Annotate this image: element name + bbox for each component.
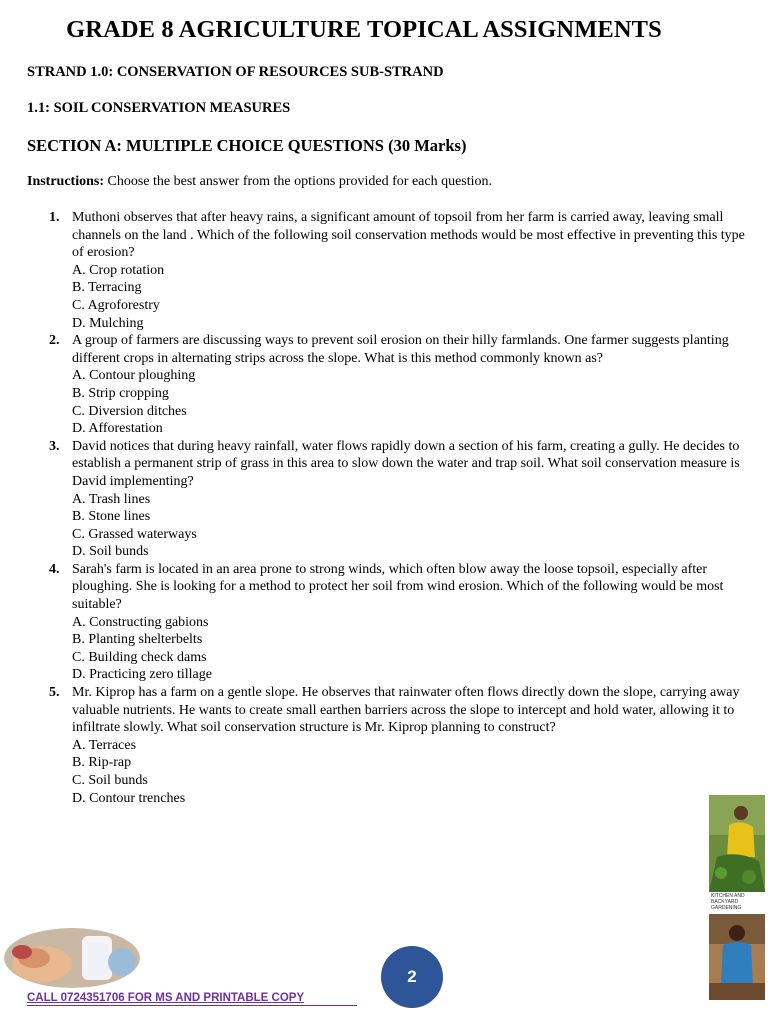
- question-1: [0, 209, 745, 332]
- question-2: [0, 332, 745, 438]
- option-a: A. Contour ploughing: [72, 368, 196, 384]
- question-text: Sarah's farm is located in an area prone to strong winds, which often blow away the loose topsoil, especially after ploughing. She is looking for a method to protect her soil from wind erosion. Which of the following would be most suitable?: [72, 561, 724, 613]
- option-d: D. Afforestation: [72, 421, 163, 437]
- question-4: [0, 561, 745, 684]
- question-text: A group of farmers are discussing ways to prevent soil erosion on their hilly farmlands. One farmer suggests planting different crops in alternating strips across the slope. What is this method commonly known as?: [72, 333, 729, 366]
- question-3: [0, 438, 745, 561]
- food-photo: [4, 928, 140, 988]
- question-text: David notices that during heavy rainfall, water flows rapidly down a section of his farm, creating a gully. He decides to establish a permanent strip of grass in this area to slow down the water and trap soil. What soil conservation measure is David implementing?: [72, 438, 740, 489]
- option-d: D. Contour trenches: [72, 790, 186, 806]
- option-a: A. Trash lines: [72, 491, 151, 507]
- instructions: [27, 174, 492, 190]
- option-d: D. Mulching: [72, 315, 144, 331]
- question-number: 2.: [49, 333, 60, 349]
- option-c: C. Grassed waterways: [72, 526, 197, 542]
- option-a: A. Terraces: [72, 737, 137, 753]
- option-c: C. Soil bunds: [72, 773, 148, 788]
- instructions-label: Instructions:: [27, 174, 105, 189]
- option-d: D. Soil bunds: [72, 544, 149, 560]
- strand-heading: STRAND 1.0: CONSERVATION OF RESOURCES SUB-STRAND: [27, 64, 444, 80]
- option-c: C. Agroforestry: [72, 297, 160, 313]
- option-b: B. Terracing: [72, 280, 142, 296]
- question-5: [0, 684, 745, 807]
- option-b: B. Rip-rap: [72, 755, 132, 771]
- option-a: A. Crop rotation: [72, 262, 165, 278]
- side-photo-caption: KITCHEN AND BACKYARD GARDENING: [709, 892, 765, 914]
- document-title: GRADE 8 AGRICULTURE TOPICAL ASSIGNMENTS: [66, 16, 662, 43]
- question-text: Muthoni observes that after heavy rains, a significant amount of topsoil from her farm is carried away, leaving small channels on the land . Which of the following soil conservation methods would be most effective in preventing this type of erosion?: [72, 210, 745, 261]
- question-list: [0, 209, 745, 807]
- instructions-text: Choose the best answer from the options provided for each question.: [104, 174, 493, 189]
- question-number: 1.: [49, 210, 60, 225]
- option-d: D. Practicing zero tillage: [72, 667, 212, 683]
- option-b: B. Stone lines: [72, 509, 151, 525]
- question-number: 4.: [49, 561, 60, 577]
- substrand-heading: 1.1: SOIL CONSERVATION MEASURES: [27, 100, 291, 116]
- option-c: C. Building check dams: [72, 649, 207, 665]
- question-number: 3.: [49, 438, 60, 454]
- page-number-badge: 2: [381, 946, 443, 1008]
- question-text: Mr. Kiprop has a farm on a gentle slope. He observes that rainwater often flows directly down the slope, carrying away valuable nutrients. He wants to create small earthen barriers across the slope to intercept and hold water, allowing it to infiltrate slowly. What soil conservation structure is Mr. Kiprop planning to construct?: [72, 685, 740, 736]
- option-b: B. Planting shelterbelts: [72, 632, 203, 648]
- gardening-photo: [709, 795, 765, 1000]
- footer-call-link[interactable]: CALL 0724351706 FOR MS AND PRINTABLE COPY: [27, 992, 357, 1006]
- question-number: 5.: [49, 685, 60, 701]
- food-photo-icon: [4, 928, 140, 988]
- option-a: A. Constructing gabions: [72, 614, 209, 630]
- section-heading: SECTION A: MULTIPLE CHOICE QUESTIONS (30 Marks): [27, 136, 467, 155]
- option-c: C. Diversion ditches: [72, 403, 187, 419]
- option-b: B. Strip cropping: [72, 385, 169, 401]
